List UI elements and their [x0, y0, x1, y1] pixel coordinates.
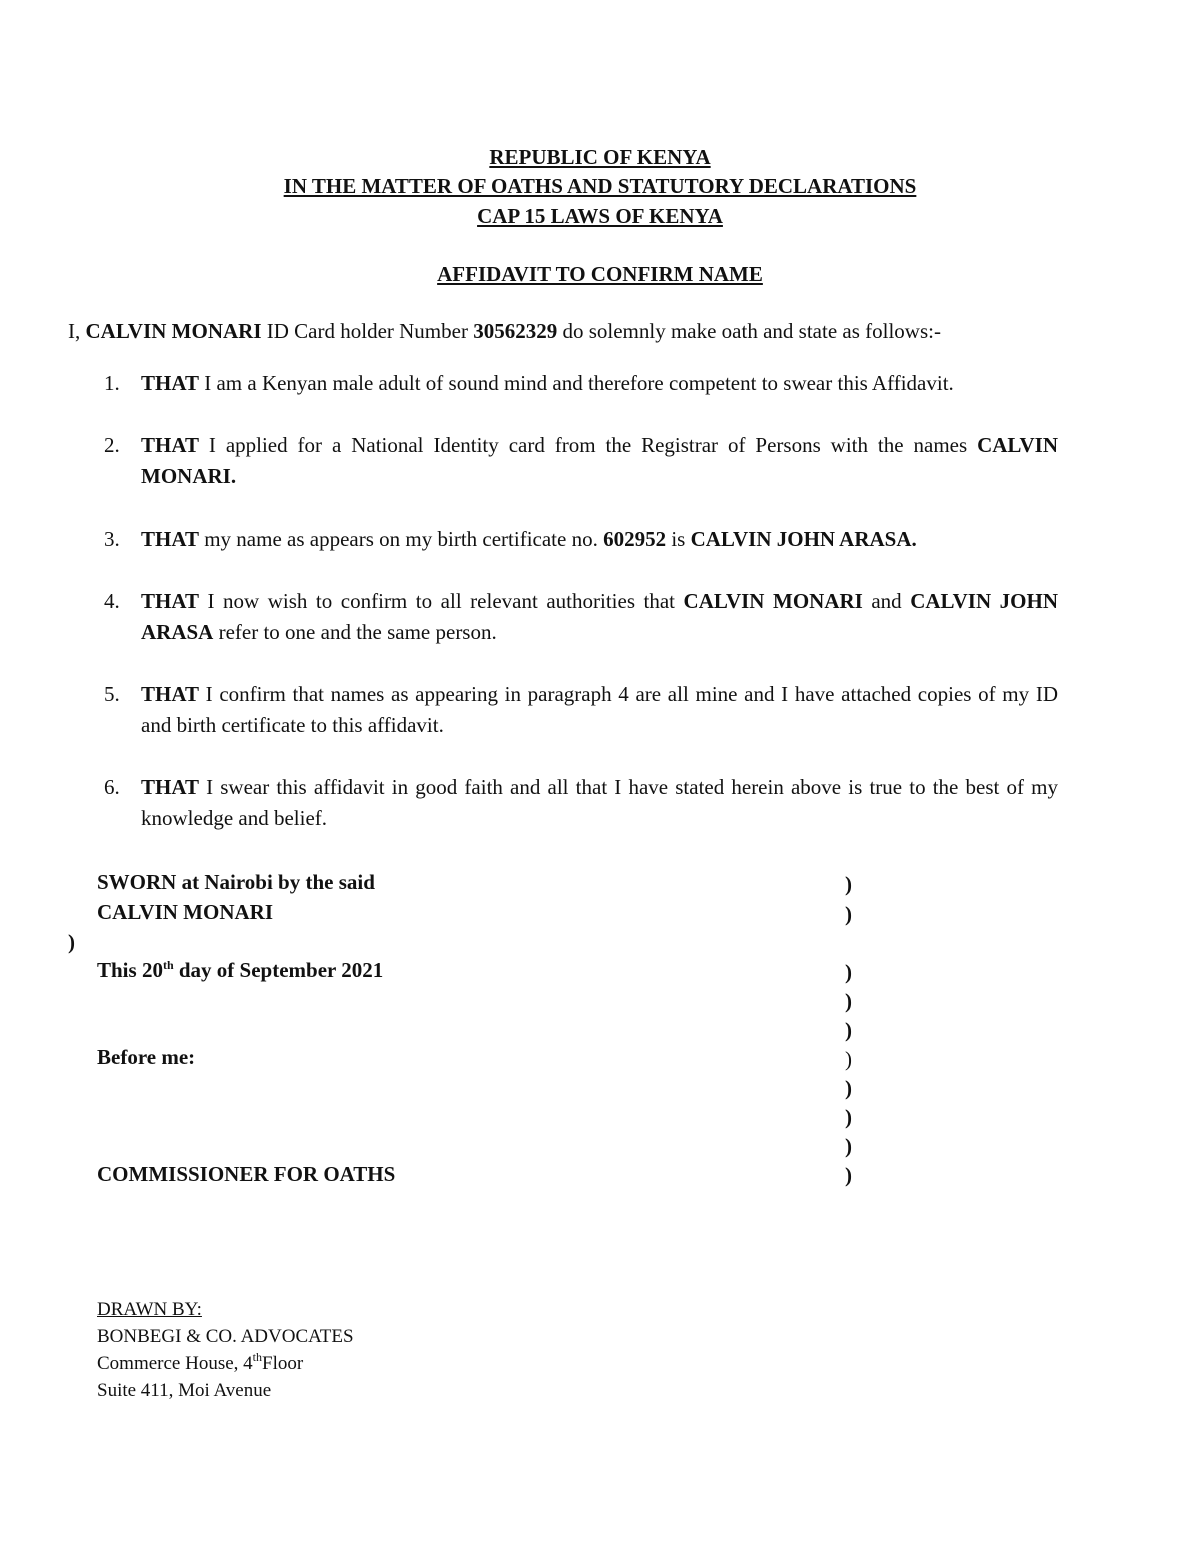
jurat-bracket: ) — [845, 960, 852, 984]
floor-ordinal: th — [252, 1350, 262, 1364]
paragraph-text: is — [666, 527, 691, 551]
that-keyword: THAT — [141, 527, 199, 551]
jurat-bracket: ) — [845, 1105, 852, 1129]
that-keyword: THAT — [141, 775, 199, 799]
date-prefix: This 20 — [97, 958, 163, 982]
heading-cap: CAP 15 LAWS OF KENYA — [477, 204, 723, 228]
sworn-name-line: CALVIN MONARI — [97, 900, 273, 924]
address-prefix: Commerce House, 4 — [97, 1353, 253, 1374]
firm-address-line1 — [97, 1350, 304, 1374]
before-me-label: Before me: — [97, 1045, 196, 1069]
jurat-bracket: ) — [845, 1163, 852, 1187]
address-suffix: Floor — [262, 1353, 304, 1374]
jurat-bracket: ) — [845, 1134, 852, 1158]
jurat-bracket: ) — [845, 1047, 852, 1071]
paragraph-text: I applied for a National Identity card from the Registrar of Persons with the names — [198, 433, 978, 457]
jurat-bracket: ) — [845, 1076, 852, 1100]
jurat-bracket: ) — [845, 989, 852, 1013]
that-keyword: THAT — [141, 433, 199, 457]
jurat-bracket: ) — [845, 872, 852, 896]
date-suffix: day of September 2021 — [173, 958, 384, 982]
that-keyword: THAT — [141, 589, 199, 613]
birth-certificate-number: 602952 — [603, 527, 667, 551]
firm-name: BONBEGI & CO. ADVOCATES — [97, 1326, 354, 1347]
paragraph-text: and — [862, 589, 911, 613]
deponent-name: CALVIN MONARI — [85, 319, 262, 343]
that-keyword: THAT — [141, 682, 199, 706]
paragraph-5 — [104, 679, 1058, 741]
paragraph-number: 6. — [104, 775, 120, 799]
name-one: CALVIN MONARI — [683, 589, 863, 613]
paragraph-text: I swear this affidavit in good faith and all that I have stated herein above is true to the best of my knowledge and belief. — [141, 775, 1058, 830]
paragraph-text: my name as appears on my birth certificate no. — [198, 527, 604, 551]
heading-republic: REPUBLIC OF KENYA — [489, 145, 711, 169]
jurat-bracket: ) — [845, 902, 852, 926]
paragraph-1 — [104, 368, 1058, 399]
paragraph-number: 1. — [104, 371, 120, 395]
commissioner-label: COMMISSIONER FOR OATHS — [97, 1162, 396, 1186]
that-keyword: THAT — [141, 371, 199, 395]
paragraph-text: I confirm that names as appearing in paragraph 4 are all mine and I have attached copies of my ID and birth certificate to this affidavit. — [141, 682, 1058, 737]
paragraph-number: 5. — [104, 682, 120, 706]
intro-mid: ID Card holder Number — [261, 319, 474, 343]
intro-statement — [68, 316, 1068, 347]
paragraph-4 — [104, 586, 1058, 648]
name-two: CALVIN JOHN ARASA — [141, 589, 1058, 644]
sworn-date-line — [97, 960, 383, 981]
intro-prefix: I, — [68, 319, 86, 343]
jurat-bracket: ) — [68, 930, 75, 954]
date-ordinal: th — [162, 958, 174, 972]
paragraph-number: 2. — [104, 433, 120, 457]
paragraph-number: 3. — [104, 527, 120, 551]
paragraph-2 — [104, 430, 1058, 492]
intro-suffix: do solemnly make oath and state as follows:- — [557, 319, 941, 343]
paragraph-3 — [104, 524, 1058, 555]
birth-certificate-name: CALVIN JOHN ARASA. — [690, 527, 917, 551]
paragraph-text: refer to one and the same person. — [213, 620, 497, 644]
heading-matter: IN THE MATTER OF OATHS AND STATUTORY DECLARATIONS — [283, 174, 917, 198]
sworn-at-line: SWORN at Nairobi by the said — [97, 870, 375, 894]
applied-name: CALVIN MONARI. — [141, 433, 1058, 488]
paragraph-number: 4. — [104, 589, 120, 613]
paragraph-6 — [104, 772, 1058, 834]
firm-address-line2: Suite 411, Moi Avenue — [97, 1380, 272, 1401]
id-number: 30562329 — [473, 319, 558, 343]
jurat-bracket: ) — [845, 1018, 852, 1042]
paragraph-text: I am a Kenyan male adult of sound mind and therefore competent to swear this Affidavit. — [198, 371, 954, 395]
drawn-by-label: DRAWN BY: — [97, 1299, 202, 1320]
document-title: AFFIDAVIT TO CONFIRM NAME — [437, 262, 763, 286]
paragraph-text: I now wish to confirm to all relevant authorities that — [198, 589, 684, 613]
